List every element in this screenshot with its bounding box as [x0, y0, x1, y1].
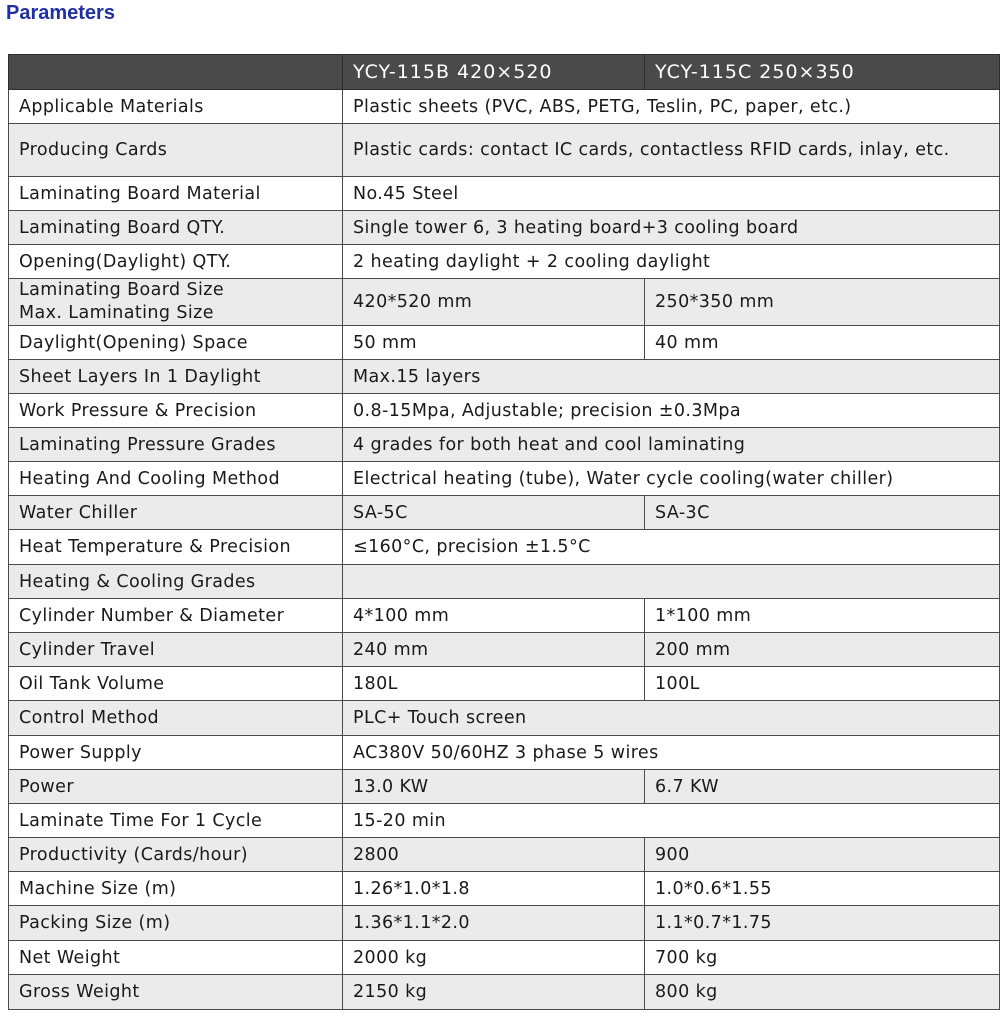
table-row [9, 462, 1000, 496]
table-row [9, 496, 1000, 530]
row-value: 2 heating daylight + 2 cooling daylight [343, 245, 1000, 279]
table-row [9, 770, 1000, 804]
row-value-b: 50 mm [343, 326, 645, 360]
parameters-table [8, 54, 1000, 1010]
row-label: Work Pressure & Precision [9, 394, 343, 428]
row-value-c: 6.7 KW [645, 770, 1000, 804]
row-value-b: 420*520 mm [343, 279, 645, 326]
table-row [9, 804, 1000, 838]
row-value-c: 1.0*0.6*1.55 [645, 872, 1000, 906]
row-value: 4 grades for both heat and cool laminating [343, 428, 1000, 462]
row-label: Applicable Materials [9, 90, 343, 124]
row-label: Producing Cards [9, 124, 343, 177]
row-value-b: 1.36*1.1*2.0 [343, 906, 645, 941]
table-row [9, 428, 1000, 462]
header-blank-cell [9, 55, 343, 90]
row-value-b: 2150 kg [343, 975, 645, 1010]
row-value [343, 565, 1000, 599]
table-row [9, 124, 1000, 177]
row-value: 15-20 min [343, 804, 1000, 838]
row-label: Power Supply [9, 736, 343, 770]
row-value-b: 13.0 KW [343, 770, 645, 804]
table-row [9, 872, 1000, 906]
table-row [9, 941, 1000, 975]
row-value: Max.15 layers [343, 360, 1000, 394]
row-label: Laminating Board Material [9, 177, 343, 211]
row-value-b: 2800 [343, 838, 645, 872]
row-label: Heating And Cooling Method [9, 462, 343, 496]
table-row [9, 701, 1000, 736]
row-label: Opening(Daylight) QTY. [9, 245, 343, 279]
row-label: Gross Weight [9, 975, 343, 1010]
table-row [9, 565, 1000, 599]
table-row [9, 90, 1000, 124]
row-label: Cylinder Travel [9, 633, 343, 667]
row-label: Machine Size (m) [9, 872, 343, 906]
table-row [9, 633, 1000, 667]
row-value-c: 1.1*0.7*1.75 [645, 906, 1000, 941]
row-value-c: 200 mm [645, 633, 1000, 667]
row-value: AC380V 50/60HZ 3 phase 5 wires [343, 736, 1000, 770]
table-row [9, 279, 1000, 326]
table-row [9, 667, 1000, 701]
row-label: Packing Size (m) [9, 906, 343, 941]
row-value-c: 40 mm [645, 326, 1000, 360]
row-label: Heating & Cooling Grades [9, 565, 343, 599]
row-label: Power [9, 770, 343, 804]
row-value: No.45 Steel [343, 177, 1000, 211]
table-row [9, 736, 1000, 770]
table-row [9, 838, 1000, 872]
header-model-b: YCY-115B 420×520 [343, 55, 645, 90]
row-label: Cylinder Number & Diameter [9, 599, 343, 633]
table-row [9, 975, 1000, 1010]
row-label: Water Chiller [9, 496, 343, 530]
row-value: PLC+ Touch screen [343, 701, 1000, 736]
table-header-row [9, 55, 1000, 90]
row-value-b: 1.26*1.0*1.8 [343, 872, 645, 906]
table-row [9, 360, 1000, 394]
table-row [9, 394, 1000, 428]
row-value: Single tower 6, 3 heating board+3 cooling board [343, 211, 1000, 245]
row-label: Oil Tank Volume [9, 667, 343, 701]
row-value-c: SA-3C [645, 496, 1000, 530]
row-label [9, 279, 343, 326]
table-row [9, 599, 1000, 633]
row-label: Heat Temperature & Precision [9, 530, 343, 565]
table-row [9, 211, 1000, 245]
row-label: Sheet Layers In 1 Daylight [9, 360, 343, 394]
page-title: Parameters [6, 2, 115, 24]
row-label: Control Method [9, 701, 343, 736]
header-model-c: YCY-115C 250×350 [645, 55, 1000, 90]
row-value-c: 1*100 mm [645, 599, 1000, 633]
table-row [9, 245, 1000, 279]
row-value-b: SA-5C [343, 496, 645, 530]
row-label: Daylight(Opening) Space [9, 326, 343, 360]
table-row [9, 906, 1000, 941]
row-value-b: 2000 kg [343, 941, 645, 975]
row-value-c: 900 [645, 838, 1000, 872]
row-value-c: 700 kg [645, 941, 1000, 975]
row-label-line: Laminating Board Size [19, 280, 225, 300]
row-value-b: 4*100 mm [343, 599, 645, 633]
row-value: ≤160°C, precision ±1.5°C [343, 530, 1000, 565]
table-row [9, 326, 1000, 360]
row-value: 0.8-15Mpa, Adjustable; precision ±0.3Mpa [343, 394, 1000, 428]
row-value-b: 240 mm [343, 633, 645, 667]
row-label: Laminating Board QTY. [9, 211, 343, 245]
row-label: Productivity (Cards/hour) [9, 838, 343, 872]
row-label-line: Max. Laminating Size [19, 303, 214, 323]
row-value-c: 250*350 mm [645, 279, 1000, 326]
row-value-c: 800 kg [645, 975, 1000, 1010]
row-value: Electrical heating (tube), Water cycle cooling(water chiller) [343, 462, 1000, 496]
table-row [9, 530, 1000, 565]
row-value-b: 180L [343, 667, 645, 701]
table-row [9, 177, 1000, 211]
row-value: Plastic sheets (PVC, ABS, PETG, Teslin, PC, paper, etc.) [343, 90, 1000, 124]
row-label: Laminate Time For 1 Cycle [9, 804, 343, 838]
row-label: Laminating Pressure Grades [9, 428, 343, 462]
row-label: Net Weight [9, 941, 343, 975]
row-value: Plastic cards: contact IC cards, contactless RFID cards, inlay, etc. [343, 124, 1000, 177]
row-value-c: 100L [645, 667, 1000, 701]
